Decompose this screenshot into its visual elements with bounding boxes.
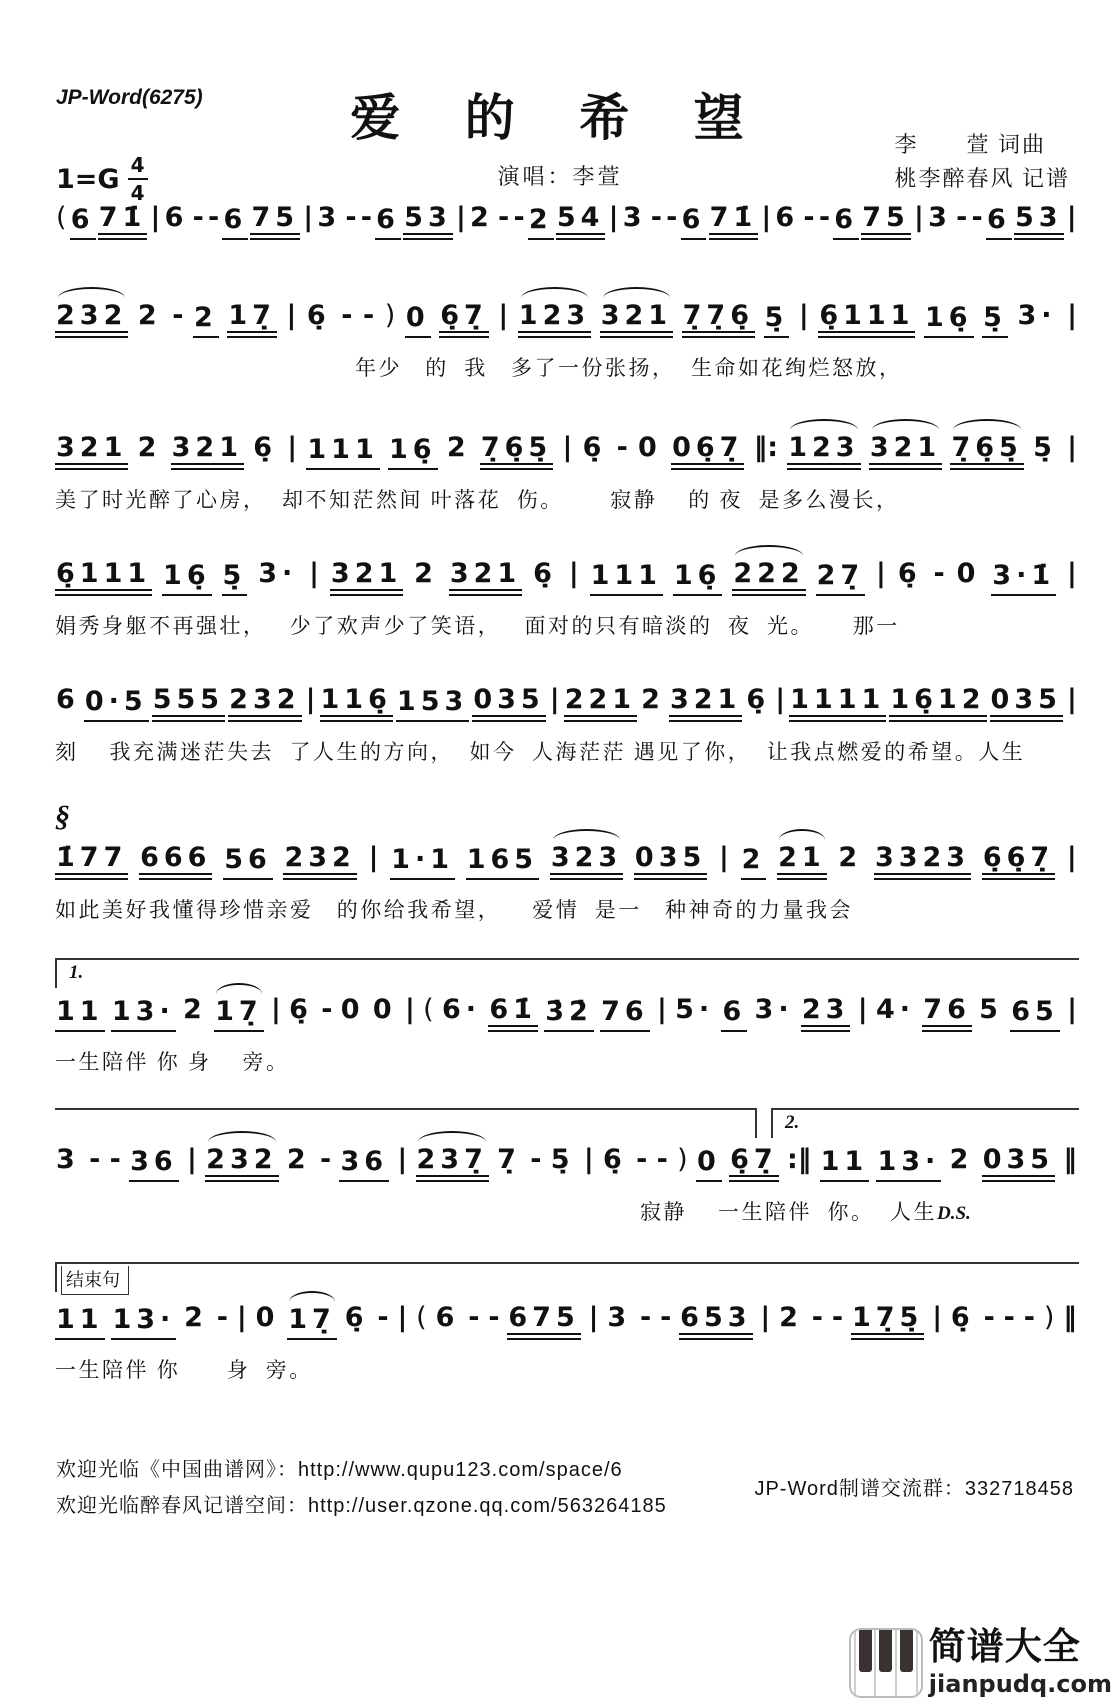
duration-dash: - [192,202,204,233]
note-token: 5̣ [222,558,248,596]
notation-system-8 [55,1108,1078,1226]
note-token: 65 [1010,994,1060,1032]
barline: | [286,300,297,331]
barline: | [1066,202,1077,233]
duration-dash: - [640,1302,652,1333]
slur-arc [735,545,803,556]
note-token: 321 [330,556,403,596]
barline: | [1066,684,1077,715]
note-token: 6̣ [746,684,771,715]
duration-dash: - [363,300,375,331]
note-token: 16̣ [162,558,212,596]
note-token: 2 [741,842,767,880]
notes-row [55,1142,1078,1182]
note-token: 2 [183,994,207,1025]
note-token: 5̣ [764,300,790,338]
lyrics-text: 刻 我充满迷茫失去 了人生的方向， 如今 人海茫茫 遇见了你， 让我点燃爱的希望。人生 [55,740,1026,764]
barline: | [775,684,786,715]
note-token: 27̣ [816,558,866,596]
note-token: 7̣6̣5̣ [950,430,1023,470]
lyrics-line [55,484,1078,514]
duration-dash: - [666,202,678,233]
note-token: 53 [1014,200,1064,240]
note-token: 321 [669,682,742,722]
lyrics-line [55,352,1078,382]
note-token: 232 [55,298,128,338]
barline: | [932,1302,943,1333]
note-token: 75 [861,200,911,240]
barline: | [270,994,281,1025]
note-token: 6 [164,202,189,233]
duration-dash: - [345,202,357,233]
jianpudq-logo [849,1616,1112,1698]
slur-arc [953,419,1021,430]
notation-system-4 [55,556,1078,640]
lyrics-line [55,736,1078,766]
notes-row [55,840,1078,880]
note-token: 3323 [874,840,971,880]
duration-dash: - [656,1144,668,1175]
slur-arc [790,419,858,430]
barline: | [303,202,314,233]
note-token: 0 [638,432,662,463]
logo-domain: jianpudq.com [928,1670,1112,1698]
duration-dash: - [818,202,831,233]
notes-row [55,200,1078,240]
note-token: 237̣ [416,1142,489,1182]
barline: | [568,558,579,589]
barline: | [397,1302,408,1333]
note-token: 16̣ [924,300,974,338]
barline: ‖ [1063,1302,1077,1333]
note-token: 2 [137,300,162,331]
barline: | [608,202,619,233]
note-token: 6̣111 [818,298,915,338]
duration-dash: - [616,432,628,463]
note-token: 2 [949,1144,974,1175]
barline: | [1067,432,1077,463]
note-token: 3·1̇ [991,558,1056,596]
note-token: 165 [466,842,539,880]
barline: | [549,684,560,715]
parenthesis: ( [423,994,434,1025]
time-signature-numerator: 4 [128,152,148,180]
parenthesis: ) [384,300,396,331]
note-token: 17̣ [287,1302,337,1340]
note-token: 221 [564,682,637,722]
note-token: 0 [956,558,981,589]
slur-arc [521,287,589,298]
note-token: 5· [675,994,715,1025]
note-token: 6̣ [950,1302,975,1333]
note-token: 6 [681,202,707,240]
duration-dash: - [811,1302,824,1333]
note-token: 4· [875,994,915,1025]
note-token: 5̣ [550,1144,575,1175]
note-token: 6̣ [253,432,278,463]
barline: ‖: [753,432,778,463]
duration-dash: - [513,202,525,233]
note-token: 1̇77 [55,840,128,880]
slur-arc [603,287,671,298]
logo-text [929,1616,1112,1698]
slur-arc [779,829,825,840]
note-token: 76 [600,994,650,1032]
barline: | [309,558,320,589]
barline: | [876,558,886,589]
volta-label: 结束句 [61,1266,129,1295]
notes-row [55,992,1078,1032]
note-token: 6 [986,202,1012,240]
note-token: 0·5 [84,684,149,722]
note-token: 6̣ [897,558,922,589]
barline: | [588,1302,599,1333]
note-token: 11 [55,1302,105,1340]
note-token: 2 [414,558,438,589]
note-token: 23 [801,992,851,1032]
note-token: 61̇ [488,992,538,1032]
duration-dash: - [1003,1302,1015,1333]
lyrics-line [55,1046,1078,1076]
barline: | [1067,994,1077,1025]
note-token: 123 [518,298,591,338]
barline: | [656,994,667,1025]
duration-dash: - [172,300,184,331]
note-token: 5 [979,994,1003,1025]
segno-icon: § [55,800,70,833]
footer-links [56,1452,667,1524]
notes-row [55,682,1078,722]
note-token: 13· [876,1144,941,1182]
lyrics-line [55,610,1078,640]
time-signature-denominator: 4 [130,181,145,205]
barline: | [305,684,316,715]
volta-bracket [771,1108,1079,1138]
note-token: 153 [396,684,469,722]
note-token: 2 [641,684,665,715]
barline: | [562,432,573,463]
note-token: 75 [250,200,300,240]
note-token: 321 [449,556,522,596]
barline: | [150,202,161,233]
note-token: 6 [70,202,96,240]
note-token: 3 [56,1144,80,1175]
barline: | [1066,842,1077,873]
note-token: 116̣ [320,682,393,722]
note-token: 76 [922,992,972,1032]
lyrics-text: 寂静 一生陪伴 你。 人生 [640,1200,937,1224]
note-token: 17̣ [214,994,264,1032]
duration-dash: - [650,202,662,233]
notes-row [55,298,1078,338]
note-token: 53 [403,200,453,240]
note-token: 111 [590,558,663,596]
note-token: 111 [306,432,379,470]
note-token: 5̣ [1033,432,1057,463]
notes-row [55,556,1078,596]
parenthesis: ) [1043,1302,1055,1333]
note-token: 71̇ [98,200,148,240]
slur-arc [289,1291,335,1302]
note-token: 7̣ [497,1144,521,1175]
notation-system-9 [55,1262,1078,1384]
notes-row [55,1300,1078,1340]
barline: :‖ [786,1144,812,1175]
note-token: 321 [55,430,128,470]
note-token: 1111 [789,682,886,722]
lyrics-line [55,894,1078,924]
volta-label: 2. [785,1112,800,1133]
barline: | [1067,558,1077,589]
note-token: 6 [222,202,248,240]
duration-dash: - [377,1302,389,1333]
lyrics-text: 年少 的 我 多了一份张扬， 生命如花绚烂怒放， [355,356,903,380]
note-token: 6̣ [344,1302,369,1333]
notation-system-5 [55,682,1078,766]
note-token: 1·1 [390,842,455,880]
lyrics-line [55,1354,1078,1384]
logo-name-cn: 简谱大全 [928,1625,1081,1668]
note-token: 232 [283,840,356,880]
note-token: 16̣ [673,558,723,596]
barline: | [719,842,729,873]
duration-dash: - [208,202,220,233]
note-token: 3· [754,994,794,1025]
note-token: 36 [129,1144,179,1182]
note-token: 13· [111,1302,176,1340]
barline: | [761,202,772,233]
note-token: 6 [775,202,800,233]
duration-dash: - [498,202,510,233]
notation-system-1 [55,200,1078,240]
note-token: 16̣ [388,432,438,470]
note-token: 0 [372,994,397,1025]
note-token: 323 [550,840,623,880]
note-token: 232 [228,682,301,722]
note-token: 11 [820,1144,870,1182]
note-token: 232 [205,1142,278,1182]
duration-dash: - [89,1144,101,1175]
barline: | [914,202,924,233]
note-token: 6̣7̣ [439,298,489,338]
note-token: 0 [255,1302,280,1333]
barline: | [857,994,868,1025]
note-token: 6̣111 [55,556,152,596]
duration-dash: - [109,1144,121,1175]
barline: | [287,432,298,463]
note-token: 035 [472,682,545,722]
note-token: 7̣7̣6̣ [682,298,755,338]
lyrics-text: 娟秀身躯不再强壮， 少了欢声少了笑语， 面对的只有暗淡的 夜 光。 那一 [55,614,900,638]
note-token: 3 [622,202,647,233]
note-token: 035 [634,840,707,880]
note-token: 6 [721,994,747,1032]
note-token: 666 [139,840,212,880]
note-token: 6̣ [306,300,331,331]
barline: | [798,300,809,331]
note-token: 6̣6̣7̣ [982,840,1055,880]
note-token: 6 [56,684,80,715]
note-token: 71̇ [709,200,759,240]
duration-dash: - [971,202,983,233]
barline: | [368,842,379,873]
footer-link-qzone: 欢迎光临醉春风记谱空间：http://user.qzone.qq.com/563264185 [56,1495,667,1517]
volta-bracket [55,1108,757,1138]
lyrics-text: 一生陪伴 你 身 旁。 [55,1050,290,1074]
parenthesis: ( [416,1302,427,1333]
note-token: 6̣7̣ [729,1142,779,1182]
parenthesis: ( [56,202,67,233]
note-token: 21 [777,840,827,880]
duration-dash: - [933,558,945,589]
note-token: 3 [607,1302,632,1333]
note-token: 06̣7̣ [671,430,744,470]
notation-system-7 [55,958,1078,1076]
barline: | [1067,300,1077,331]
duration-dash: - [341,300,353,331]
song-title: 爱 的 希 望 [350,90,770,146]
note-token: 17̣5̣ [851,1300,924,1340]
jpword-watermark: JP-Word(6275) [56,86,203,109]
note-token: 3 [317,202,342,233]
duration-dash: - [321,994,333,1025]
ds-marking: D.S. [937,1203,971,1224]
note-token: 2 [193,300,219,338]
footer-qq-group: JP-Word制谱交流群：332718458 [754,1478,1074,1500]
barline: | [583,1144,594,1175]
duration-dash: - [660,1302,672,1333]
lyricist-credit: 李 萱 词曲 [894,132,1046,157]
note-token: 3· [258,558,298,589]
duration-dash: - [319,1144,332,1175]
note-token: 36 [339,1144,389,1182]
duration-dash: - [468,1302,480,1333]
note-token: 2 [838,842,863,873]
note-token: 222 [732,556,805,596]
note-token: 3· [1017,300,1057,331]
parenthesis: ) [677,1144,688,1175]
note-token: 3 [928,202,952,233]
piano-keys-icon [849,1628,923,1698]
note-token: 16̣12 [889,682,986,722]
note-token: 035 [990,682,1063,722]
note-token: 7̣6̣5̣ [480,430,553,470]
lyrics-line [55,1196,1078,1226]
duration-dash: - [636,1144,648,1175]
note-token: 2 [470,202,494,233]
duration-dash: - [488,1302,500,1333]
note-token: 6̣ [582,432,607,463]
note-token: 321 [600,298,673,338]
barline: ‖ [1063,1144,1077,1175]
notes-row [55,430,1078,470]
duration-dash: - [803,202,815,233]
duration-dash: - [956,202,968,233]
note-token: 675 [507,1300,580,1340]
notation-system-6 [55,800,1078,924]
duration-dash: - [360,202,372,233]
lyrics-text: 美了时光醉了心房， 却不知茫然间 叶落花 伤。 寂静 的 夜 是多么漫长， [55,488,900,512]
duration-dash: - [530,1144,542,1175]
note-token: 54 [556,200,606,240]
lyrics-text: 如此美好我懂得珍惜亲爱 的你给我希望， 爱情 是一 种神奇的力量我会 [55,898,853,922]
note-token: 11 [55,994,105,1032]
note-token: 6· [441,994,482,1025]
note-token: 6 [833,202,859,240]
note-token: 555 [152,682,225,722]
note-token: 3̇2̇ [544,994,594,1032]
key-signature: 1=G [56,163,120,195]
note-token: 5̣ [982,300,1008,338]
volta-label: 1. [69,962,84,983]
note-token: 2 [528,202,554,240]
note-token: 6̣ [289,994,313,1025]
note-token: 123 [787,430,860,470]
note-token: 2 [779,1302,803,1333]
note-token: 13· [111,994,176,1032]
barline: | [404,994,415,1025]
note-token: 6 [375,202,401,240]
note-token: 6̣ [603,1144,627,1175]
singer-line: 演唱：李萱 [497,164,623,189]
note-token: 653 [679,1300,752,1340]
slur-arc [553,829,621,840]
note-token: 2 [446,432,471,463]
barline: | [455,202,466,233]
note-token: 0 [405,300,431,338]
note-token: 17̣ [227,298,277,338]
volta-bracket [55,1262,1079,1292]
notation-system-2 [55,298,1078,382]
note-token: 2 [137,432,162,463]
note-token: 0 [340,994,365,1025]
note-token: 0 [696,1144,722,1182]
note-token: 2 [184,1302,208,1333]
note-token: 2 [286,1144,311,1175]
duration-dash: - [983,1302,995,1333]
notation-system-3 [55,430,1078,514]
barline: | [760,1302,771,1333]
barline: | [397,1144,408,1175]
slur-arc [872,419,940,430]
barline: | [498,300,509,331]
note-token: 035 [982,1142,1055,1182]
duration-dash: - [1023,1302,1035,1333]
barline: | [236,1302,247,1333]
transcriber-credit: 桃李醉春风 记谱 [894,166,1070,191]
note-token: 321 [869,430,942,470]
barline: | [187,1144,197,1175]
lyrics-text: 一生陪伴 你 身 旁。 [55,1358,313,1382]
slur-arc [58,287,126,298]
note-token: 6̣ [533,558,557,589]
duration-dash: - [216,1302,229,1333]
note-token: 56 [223,842,273,880]
note-token: 321 [171,430,244,470]
note-token: 6 [435,1302,460,1333]
footer-link-qupu: 欢迎光临《中国曲谱网》：http://www.qupu123.com/space/6 [56,1459,623,1481]
duration-dash: - [831,1302,844,1333]
volta-bracket [55,958,1079,988]
